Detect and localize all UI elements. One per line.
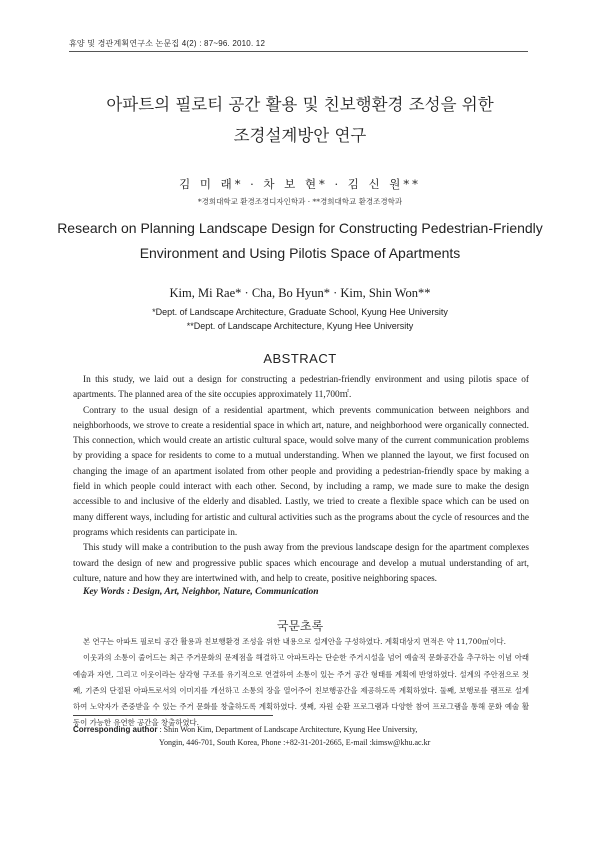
korean-abstract-paragraph: 이웃과의 소통이 줄어드는 최근 주거문화의 문제점을 해결하고 아파트라는 단순한 주거시설을 넘어 예술적 문화공간을 추구하는 이념 아래 예술과 자연, 그리고 이웃이라는 삼각형 구조를 유기적으로 연결하여 소통이 있는 주거 공간 형태를 계획에 반영하였다. 설계의 주안점으로 첫째, 기존의 단절된 아파트로서의 이미지를 개선하고 소통의 장을 열어주어 친보행공간을 제공하도록 계획하였다. 둘째, 보행로를 램프로 설계하여 노약자가 존중받을 수 있는 주거 문화를 창출하도록 계획하였다. 셋째, 자원 순환 프로그램과 다양한 참여 프로그램을 통해 문화 예술 활동이 가능한 유연한 공간을 창출하였다. <box>73 653 529 728</box>
abstract-paragraph: This study will make a contribution to the push away from the previous landscape design for the apartment complexes toward the design of new and progressive public spaces which encourage and develop a mutual understanding of art, culture, nature and how they are intertwined with, and help to create, positive neighboring spaces. <box>73 543 529 584</box>
footnote-line-1 <box>73 723 529 736</box>
korean-abstract-heading: 국문초록 <box>276 619 324 633</box>
korean-title-line-1: 아파트의 필로티 공간 활용 및 친보행환경 조성을 위한 <box>106 95 494 114</box>
abstract-paragraph: In this study, we laid out a design for constructing a pedestrian-friendly environment and using pilotis space of apartments. The planned area of the site occupies approximately 11,700㎡. <box>73 375 529 401</box>
korean-affiliations: *경희대학교 환경조경디자인학과 · **경희대학교 환경조경학과 <box>197 197 403 206</box>
abstract-heading: ABSTRACT <box>263 351 337 366</box>
korean-abstract-body <box>73 634 529 732</box>
korean-title-line-2: 조경설계방안 연구 <box>233 126 367 145</box>
journal-header: 휴양 및 경관계획연구소 논문집 4(2) : 87~96. 2010. 12 <box>69 39 266 48</box>
footnote-line-2: Yongin, 446-701, South Korea, Phone :+82-31-201-2665, E-mail :kimsw@khu.ac.kr <box>159 738 431 747</box>
abstract-paragraph: Contrary to the usual design of a residential apartment, which prevents communication between neighbors and neighborhoods, we strove to create a residential space in which art, nature, and neighborhood were organically connected. This connection, which would create an artistic cultural space, would solve many of the current communication problems by providing a space for residents to come to a mutual understanding. When we planned the layout, we first focused on changing the image of an apartment isolated from other people and providing a pedestrian-friendly space by making a field in which people could interact with each other. Second, by including a ramp, we made sure to make the design accessible to and inclusive of the elderly and disabled. Lastly, we tried to create a flexible space which can be used on many different ways, including for artistic and cultural activities such as the programs about the cycle of resources and the programs which residents can participate in. <box>73 405 529 538</box>
english-title-line-1: Research on Planning Landscape Design for Constructing Pedestrian-Friendly <box>57 220 543 236</box>
korean-authors: 김 미 래* · 차 보 현* · 김 신 원** <box>179 177 421 191</box>
english-affiliation-1: *Dept. of Landscape Architecture, Graduate School, Kyung Hee University <box>152 307 448 317</box>
footnote-text-1: : Shin Won Kim, Department of Landscape Architecture, Kyung Hee University, <box>159 725 418 734</box>
english-affiliation-2: **Dept. of Landscape Architecture, Kyung Hee University <box>186 321 414 331</box>
header-rule <box>69 51 528 52</box>
footnote-label: Corresponding author <box>73 725 158 734</box>
abstract-body <box>73 373 529 587</box>
keywords: Key Words : Design, Art, Neighbor, Nature, Communication <box>83 587 319 597</box>
korean-abstract-paragraph: 본 연구는 아파트 필로티 공간 활용과 친보행환경 조성을 위한 내용으로 설계안을 구성하였다. 계획대상지 면적은 약 11,700㎡이다. <box>83 637 507 646</box>
english-title-line-2: Environment and Using Pilotis Space of Apartments <box>139 245 461 261</box>
footnote-rule <box>73 715 273 716</box>
corresponding-author-footnote <box>73 723 529 749</box>
english-authors: Kim, Mi Rae* · Cha, Bo Hyun* · Kim, Shin Won** <box>169 286 431 300</box>
